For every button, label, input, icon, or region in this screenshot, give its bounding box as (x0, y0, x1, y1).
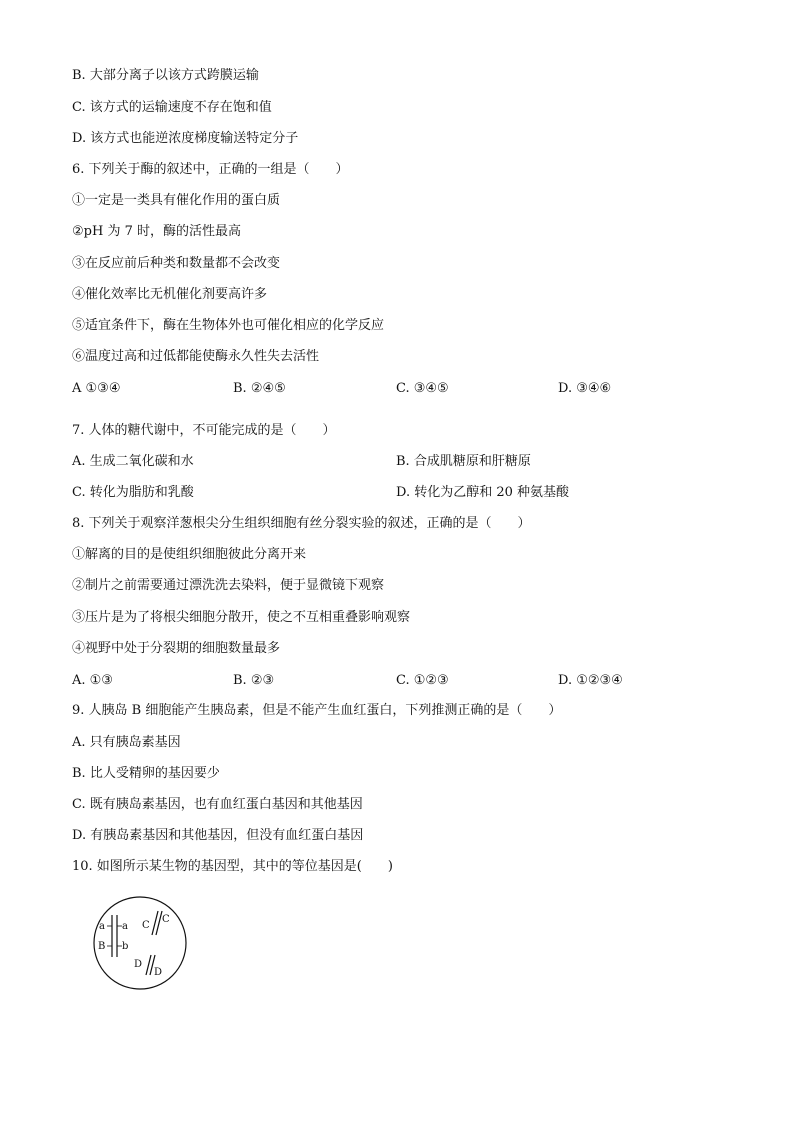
q8-item-2: ②制片之前需要通过漂洗洗去染料，便于显微镜下观察 (72, 578, 385, 593)
q6-item-2: ②pH 为 7 时，酶的活性最高 (72, 224, 241, 239)
gene-label-a-left: a (99, 921, 105, 932)
q5-option-b: B. 大部分离子以该方式跨膜运输 (72, 68, 259, 83)
q6-item-6: ⑥温度过高和过低都能使酶永久性失去活性 (72, 349, 320, 364)
q5-option-c: C. 该方式的运输速度不存在饱和值 (72, 100, 272, 115)
q6-option-a: A ①③④ (72, 381, 121, 396)
genotype-cell-diagram (88, 895, 192, 991)
q9-option-a: A. 只有胰岛素基因 (72, 735, 181, 750)
q8-option-c: C. ①②③ (396, 673, 449, 688)
gene-label-c-right: C (162, 914, 170, 925)
q6-item-3: ③在反应前后种类和数量都不会改变 (72, 256, 281, 271)
q8-option-d: D. ①②③④ (558, 673, 623, 688)
cell-svg (88, 895, 192, 991)
q7-stem: 7. 人体的糖代谢中，不可能完成的是（ ） (72, 423, 336, 438)
cell-outline (94, 897, 186, 989)
q9-option-c: C. 既有胰岛素基因，也有血红蛋白基因和其他基因 (72, 797, 363, 812)
gene-label-d-right: D (154, 967, 163, 978)
gene-label-c-left: C (142, 920, 150, 931)
gene-label-b-right: b (122, 941, 129, 952)
q6-option-c: C. ③④⑤ (396, 381, 449, 396)
q8-option-a: A. ①③ (72, 673, 113, 688)
q6-item-1: ①一定是一类具有催化作用的蛋白质 (72, 193, 281, 208)
gene-label-d-left: D (134, 959, 143, 970)
q6-option-d: D. ③④⑥ (558, 381, 612, 396)
q8-option-b: B. ②③ (233, 673, 275, 688)
q5-option-d: D. 该方式也能逆浓度梯度输送特定分子 (72, 131, 299, 146)
gene-label-a-right: a (122, 921, 128, 932)
q9-stem: 9. 人胰岛 B 细胞能产生胰岛素，但是不能产生血红蛋白，下列推测正确的是（ ） (72, 703, 562, 718)
q8-item-3: ③压片是为了将根尖细胞分散开，使之不互相重叠影响观察 (72, 610, 411, 625)
q8-stem: 8. 下列关于观察洋葱根尖分生组织细胞有丝分裂实验的叙述，正确的是（ ） (72, 516, 531, 531)
q6-item-5: ⑤适宜条件下，酶在生物体外也可催化相应的化学反应 (72, 318, 385, 333)
q7-option-d: D. 转化为乙醇和 20 种氨基酸 (396, 485, 570, 500)
q10-stem: 10. 如图所示某生物的基因型，其中的等位基因是( ) (72, 859, 393, 874)
q7-option-a: A. 生成二氧化碳和水 (72, 454, 194, 469)
q6-item-4: ④催化效率比无机催化剂要高许多 (72, 287, 268, 302)
q9-option-d: D. 有胰岛素基因和其他基因，但没有血红蛋白基因 (72, 828, 364, 843)
gene-label-b-left: B (98, 941, 106, 952)
q8-item-4: ④视野中处于分裂期的细胞数量最多 (72, 641, 281, 656)
q7-option-c: C. 转化为脂肪和乳酸 (72, 485, 194, 500)
q9-option-b: B. 比人受精卵的基因要少 (72, 766, 220, 781)
q7-option-b: B. 合成肌糖原和肝糖原 (396, 454, 531, 469)
q6-stem: 6. 下列关于酶的叙述中，正确的一组是（ ） (72, 162, 349, 177)
q8-item-1: ①解离的目的是使组织细胞彼此分离开来 (72, 547, 307, 562)
q6-option-b: B. ②④⑤ (233, 381, 286, 396)
